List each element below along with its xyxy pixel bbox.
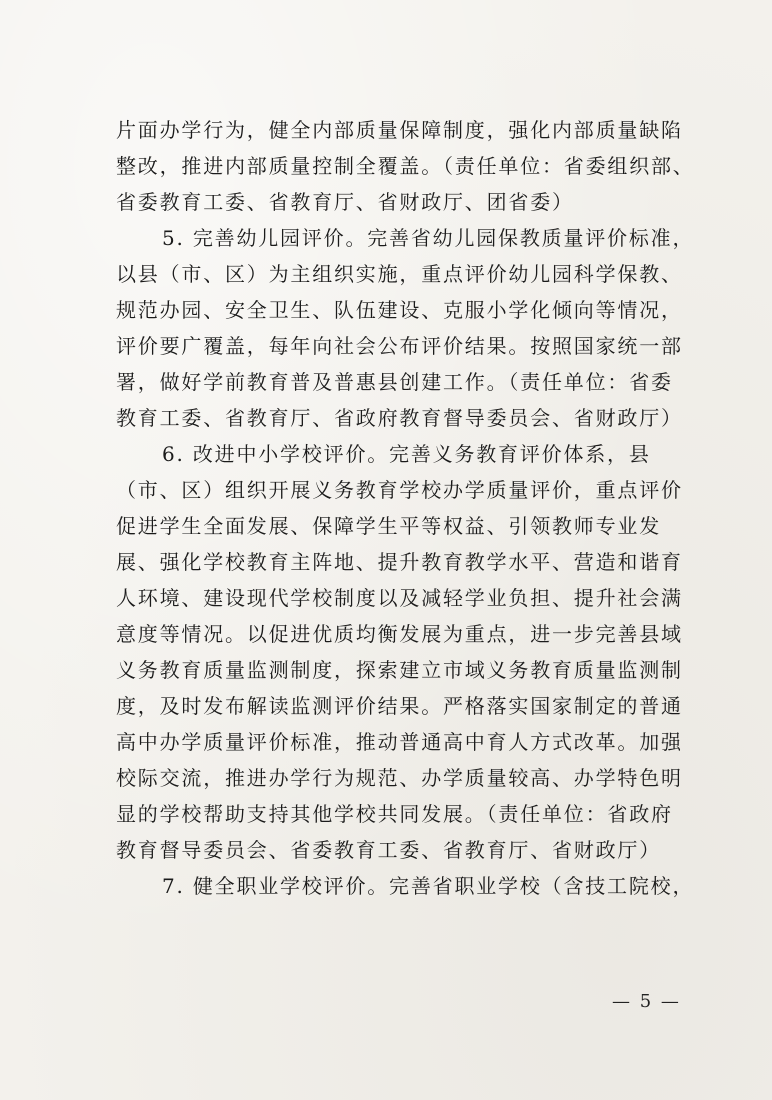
- text-line: 5. 完善幼儿园评价。完善省幼儿园保教质量评价标准，: [162, 226, 695, 250]
- text-line: 7. 健全职业学校评价。完善省职业学校（含技工院校，: [162, 874, 695, 898]
- text-line: 教育工委、省教育厅、省政府教育督导委员会、省财政厅）: [116, 406, 683, 430]
- text-line: 高中办学质量评价标准，推动普通高中育人方式改革。加强: [116, 730, 683, 754]
- text-line: 片面办学行为，健全内部质量保障制度，强化内部质量缺陷: [116, 118, 683, 142]
- text-line: 教育督导委员会、省委教育工委、省教育厅、省财政厅）: [116, 838, 661, 862]
- text-line: （市、区）组织开展义务教育学校办学质量评价，重点评价: [116, 478, 683, 502]
- text-line: 规范办园、安全卫生、队伍建设、克服小学化倾向等情况，: [116, 298, 683, 322]
- text-line: 人环境、建设现代学校制度以及减轻学业负担、提升社会满: [116, 586, 683, 610]
- text-line: 义务教育质量监测制度，探索建立市域义务教育质量监测制: [116, 658, 683, 682]
- text-line: 校际交流，推进办学行为规范、办学质量较高、办学特色明: [116, 766, 683, 790]
- text-line: 度，及时发布解读监测评价结果。严格落实国家制定的普通: [116, 694, 683, 718]
- text-line: 促进学生全面发展、保障学生平等权益、引领教师专业发: [116, 514, 661, 538]
- text-line: 整改，推进内部质量控制全覆盖。（责任单位：省委组织部、: [116, 154, 695, 178]
- page-number: — 5 —: [612, 991, 681, 1012]
- text-line: 省委教育工委、省教育厅、省财政厅、团省委）: [116, 190, 574, 214]
- text-line: 展、强化学校教育主阵地、提升教育教学水平、营造和谐育: [116, 550, 683, 574]
- text-line: 署，做好学前教育普及普惠县创建工作。（责任单位：省委: [116, 370, 673, 394]
- text-line: 6. 改进中小学校评价。完善义务教育评价体系，县: [162, 442, 651, 466]
- body-text: [116, 112, 696, 904]
- text-line: 评价要广覆盖，每年向社会公布评价结果。按照国家统一部: [116, 334, 683, 358]
- text-line: 显的学校帮助支持其他学校共同发展。（责任单位：省政府: [116, 802, 673, 826]
- text-line: 以县（市、区）为主组织实施，重点评价幼儿园科学保教、: [116, 262, 683, 286]
- text-line: 意度等情况。以促进优质均衡发展为重点，进一步完善县域: [116, 622, 683, 646]
